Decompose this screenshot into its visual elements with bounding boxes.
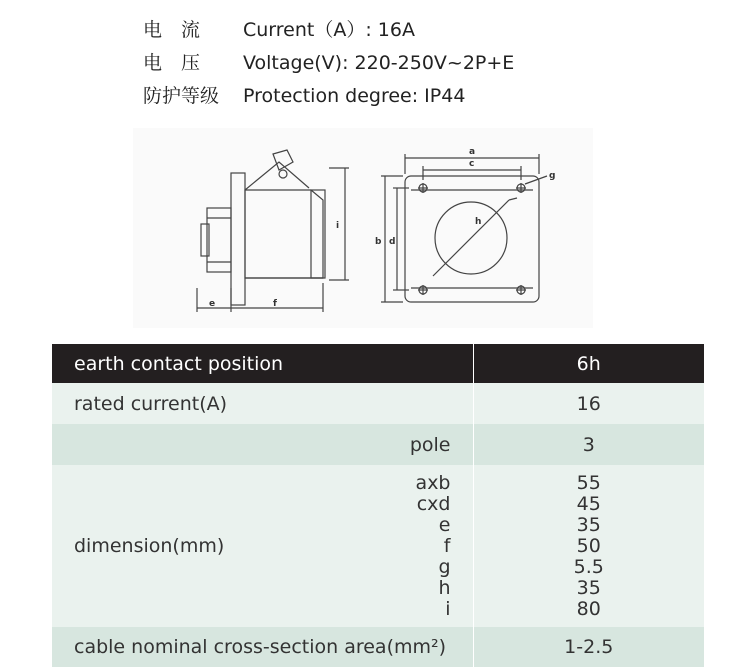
- technical-drawing: [133, 128, 593, 328]
- spec-value-en: Protection degree: IP44: [243, 85, 466, 107]
- spec-label-cn: 电 压: [143, 52, 201, 74]
- dim-value: 5.5: [573, 555, 604, 578]
- dim-label-f: f: [273, 299, 277, 309]
- dim-label-e: e: [209, 299, 216, 309]
- spec-label-cn: 电 流: [143, 19, 201, 41]
- table-row: [52, 383, 704, 424]
- dimension-drawing: [133, 128, 593, 328]
- dim-label-c: c: [469, 159, 475, 169]
- table-row: [52, 627, 704, 667]
- spec-list: [143, 14, 514, 113]
- spec-voltage: [143, 47, 514, 80]
- dim-label-a: a: [469, 147, 476, 157]
- spec-current: [143, 14, 514, 47]
- dimension-cell: [52, 465, 473, 627]
- front-view: [381, 154, 547, 302]
- header-value: 6h: [473, 344, 704, 383]
- side-view: [197, 150, 349, 312]
- front-view-labels: [375, 147, 555, 247]
- dim-value: 50: [576, 534, 601, 557]
- table-row: [52, 424, 704, 465]
- dim-value: 35: [576, 576, 601, 599]
- side-view-labels: [209, 221, 339, 309]
- spec-label-cn: 防护等级: [143, 85, 220, 107]
- cable-value: 1-2.5: [473, 627, 704, 667]
- dim-key: cxd: [416, 492, 451, 515]
- dim-label-b: b: [375, 237, 382, 247]
- dim-key: axb: [415, 471, 451, 494]
- dimension-values-cell: [473, 465, 704, 627]
- dim-label-g: g: [549, 171, 556, 181]
- dim-key: i: [445, 597, 451, 620]
- spec-value-en: Current（A）: 16A: [243, 19, 415, 41]
- spec-table: [52, 344, 704, 667]
- dim-key: e: [438, 513, 451, 536]
- dim-key: f: [443, 534, 451, 557]
- dim-label-d: d: [389, 237, 396, 247]
- table-row: [52, 344, 704, 383]
- dim-value: 80: [576, 597, 601, 620]
- rated-current-value: 16: [473, 383, 704, 424]
- dim-value: 45: [576, 492, 601, 515]
- table-row: [52, 465, 704, 627]
- rated-current-label: rated current(A): [52, 383, 473, 424]
- header-label: earth contact position: [52, 344, 473, 383]
- dim-label-i: i: [336, 221, 340, 231]
- pole-label: pole: [52, 424, 473, 465]
- dim-value: 55: [576, 471, 601, 494]
- dimension-keys: [416, 473, 451, 620]
- dim-label-h: h: [475, 217, 482, 227]
- dim-key: h: [438, 576, 451, 599]
- dim-value: 35: [576, 513, 601, 536]
- spec-protection: [143, 80, 514, 113]
- spec-value-en: Voltage(V): 220-250V~2P+E: [243, 52, 515, 74]
- dimension-values: [496, 473, 683, 620]
- cable-label: cable nominal cross-section area(mm²): [52, 627, 473, 667]
- dimension-label: dimension(mm): [74, 535, 225, 557]
- pole-value: 3: [473, 424, 704, 465]
- dim-key: g: [438, 555, 451, 578]
